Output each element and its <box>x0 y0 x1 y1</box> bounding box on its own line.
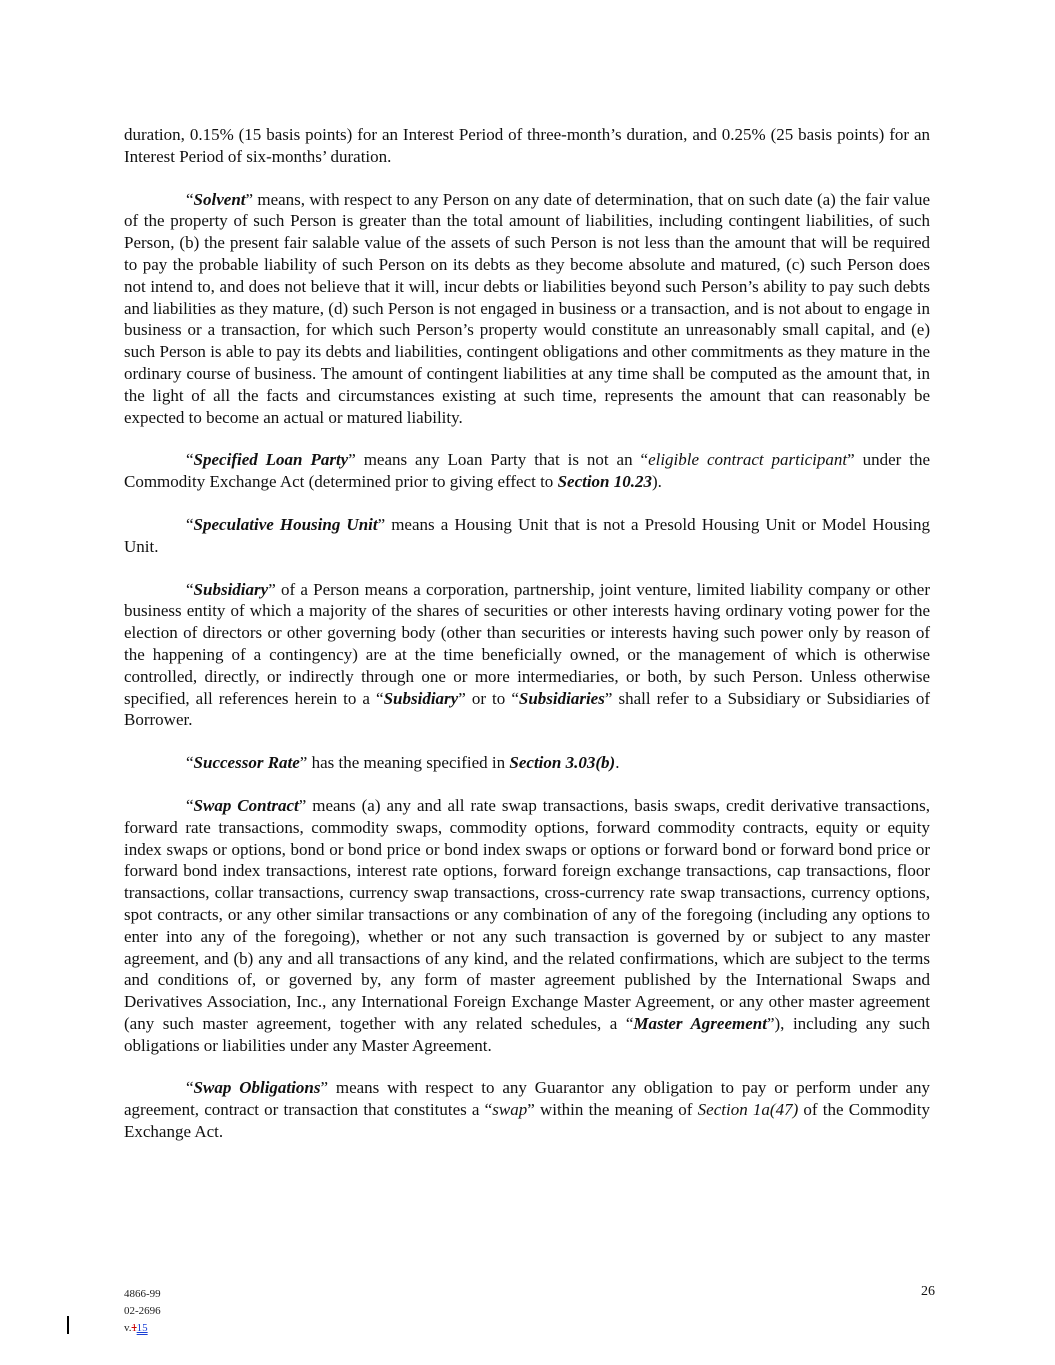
italic-text: eligible contract participant <box>648 450 848 470</box>
body-text: ” shall refer to a Subsidiary or Subsidiaries of Borrower. <box>124 688 930 730</box>
change-bar <box>67 1316 69 1334</box>
document-body <box>124 124 930 1164</box>
defined-term: Section 10.23 <box>557 472 653 492</box>
body-text: ” means any Loan Party that is not an “ <box>348 450 649 470</box>
body-text: “ <box>186 753 194 773</box>
definition-paragraph <box>124 579 930 732</box>
defined-term: Subsidiary <box>193 579 269 599</box>
body-text: “ <box>186 514 194 534</box>
definition-paragraph <box>124 189 930 429</box>
defined-term: Swap Obligations <box>193 1078 321 1098</box>
body-text: “ <box>186 1078 194 1098</box>
italic-text: Section 1a(47) <box>697 1100 799 1120</box>
body-text: ”), including any such obligations or liabilities under any Master Agreement. <box>124 1013 930 1055</box>
definition-paragraph <box>124 124 930 168</box>
body-text: “ <box>186 579 194 599</box>
footer-doc-number-2: 02-2696 <box>124 1305 161 1317</box>
body-text: ” means with respect to any Guarantor any obligation to pay or perform under any agreement, contract or transaction that constitutes a “ <box>124 1078 930 1120</box>
body-text: ” under the Commodity Exchange Act (determined prior to giving effect to <box>124 450 930 492</box>
body-text: ). <box>652 472 662 492</box>
defined-term: Solvent <box>193 189 246 209</box>
body-text: “ <box>186 189 194 209</box>
footer-version <box>124 1320 161 1337</box>
body-text: “ <box>186 795 194 815</box>
body-text: . <box>615 753 620 773</box>
defined-term: Specified Loan Party <box>193 450 349 470</box>
defined-term: Successor Rate <box>193 753 300 773</box>
defined-term: Section 3.03(b) <box>509 753 616 773</box>
definition-paragraph <box>124 752 930 774</box>
body-text: ” means, with respect to any Person on any date of determination, that on such date (a) the fair value of the property of such Person is greater than the total amount of liabilities, including contingent liabilities, of such Person, (b) the present fair salable value of the assets of such Person is not less than the amount that will be required to pay the probable liability of such Person on its debts as they become absolute and matured, (c) such Person does not intend to, and does not believe that it will, incur debts or liabilities beyond such Person’s ability to pay such debts and liabilities as they mature, (d) such Person is not engaged in business or a transaction, and is not about to engage in business or a transaction, for which such Person’s property would constitute an unreasonably small capital, and (e) such Person is able to pay its debts and liabilities, contingent obligations and other commitments as they mature in the ordinary course of business. The amount of contingent liabilities at any time shall be computed as the amount that, in the light of all the facts and circumstances existing at such time, represents the amount that can reasonably be expected to become an actual or matured liability. <box>124 189 930 427</box>
body-text: of the Commodity Exchange Act. <box>124 1100 930 1142</box>
footer-version-deleted: 1 <box>131 1322 137 1334</box>
body-text: “ <box>186 450 194 470</box>
footer-doc-id <box>124 1286 161 1337</box>
body-text: ” or to “ <box>458 688 519 708</box>
definition-paragraph <box>124 1077 930 1142</box>
body-text: ” of a Person means a corporation, partnership, joint venture, limited liability company or other business entity of which a majority of the shares of securities or other interests having ordinary voting power for the election of directors or other governing body (other than securities or interests having such power only by reason of the happening of a contingency) are at the time beneficially owned, or the management of which is otherwise controlled, directly, or indirectly through one or more intermediaries, or both, by such Person. Unless otherwise specified, all references herein to a “ <box>124 579 930 708</box>
defined-term: Subsidiary <box>383 688 459 708</box>
page-number: 26 <box>921 1284 935 1299</box>
defined-term: Master Agreement <box>633 1013 767 1033</box>
defined-term: Subsidiaries <box>518 688 605 708</box>
footer-version-inserted: 15 <box>136 1322 148 1334</box>
footer-version-prefix: v. <box>124 1322 132 1334</box>
definition-paragraph <box>124 514 930 558</box>
body-text: ” has the meaning specified in <box>299 753 510 773</box>
body-text: ” within the meaning of <box>527 1100 698 1120</box>
definition-paragraph <box>124 449 930 493</box>
footer-doc-number: 4866-99 <box>124 1288 161 1300</box>
italic-text: swap <box>492 1100 528 1120</box>
body-text: duration, 0.15% (15 basis points) for an Interest Period of three-month’s duration, and 0.25% (25 basis points) for an Interest Period of six-months’ duration. <box>124 125 930 166</box>
defined-term: Swap Contract <box>193 795 299 815</box>
definition-paragraph <box>124 795 930 1057</box>
body-text: ” means (a) any and all rate swap transactions, basis swaps, credit derivative transactions, forward rate transactions, commodity swaps, commodity options, forward commodity contracts, equity or equity index swaps or options, bond or bond price or bond index swaps or options or forward bond or forward bond price or forward bond index transactions, interest rate options, forward foreign exchange transactions, cap transactions, floor transactions, collar transactions, currency swap transactions, cross-currency rate swap transactions, currency options, spot contracts, or any other similar transactions or any combination of any of the foregoing (including any options to enter into any of the foregoing), whether or not any such transaction is governed by or subject to any master agreement, and (b) any and all transactions of any kind, and the related confirmations, which are subject to the terms and conditions of, or governed by, any form of master agreement published by the International Swaps and Derivatives Association, Inc., any International Foreign Exchange Master Agreement, or any other master agreement (any such master agreement, together with any related schedules, a “ <box>124 795 930 1033</box>
defined-term: Speculative Housing Unit <box>193 514 378 534</box>
body-text: ” means a Housing Unit that is not a Presold Housing Unit or Model Housing Unit. <box>124 514 930 556</box>
